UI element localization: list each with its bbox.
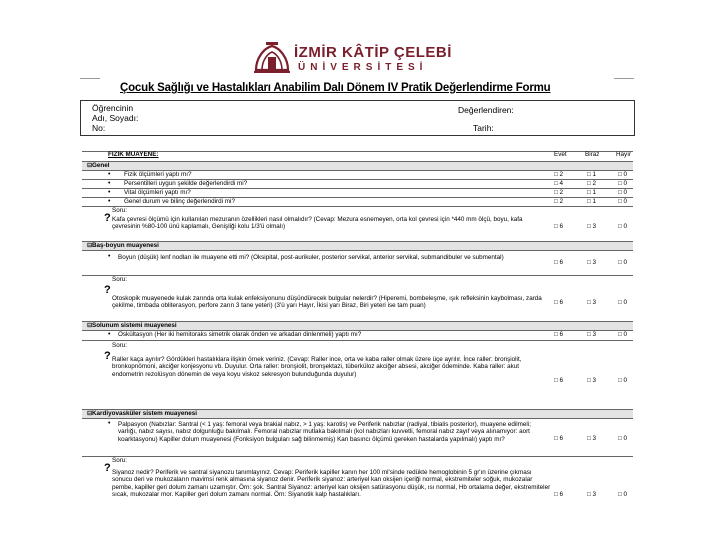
checkbox-partial[interactable]: □ 2	[587, 180, 597, 187]
section-respiratory: ⊟ Solunum sistemi muayenesi	[82, 321, 633, 331]
section-cardiovascular-label: Kardiyovasküler sistem muayenesi	[92, 410, 198, 417]
checkbox-yes[interactable]: □ 2	[554, 198, 564, 205]
section-head-neck: ⊟ Baş-boyun muayenesi	[82, 241, 633, 251]
column-partial: Biraz	[585, 151, 600, 158]
section-general: ⊟ Genel	[82, 161, 633, 171]
checkbox-yes[interactable]: □ 6	[554, 223, 564, 230]
checkbox-no[interactable]: □ 0	[618, 198, 628, 205]
checkbox-no[interactable]: □ 0	[618, 331, 628, 338]
student-label: Öğrencinin	[92, 103, 134, 113]
checkbox-partial[interactable]: □ 1	[587, 189, 597, 196]
checkbox-no[interactable]: □ 0	[618, 223, 628, 230]
checkbox-no[interactable]: □ 0	[618, 435, 628, 442]
evaluation-sheet	[82, 151, 633, 534]
checkbox-partial[interactable]: □ 3	[587, 223, 597, 230]
header-rule-right	[614, 78, 634, 79]
checkbox-yes[interactable]: □ 4	[554, 180, 564, 187]
checkbox-yes[interactable]: □ 2	[554, 171, 564, 178]
checkbox-yes[interactable]: □ 6	[554, 435, 564, 442]
university-emblem-icon	[252, 40, 292, 78]
checkbox-partial[interactable]: □ 3	[587, 331, 597, 338]
university-name-line2: ÜNİVERSİTESİ	[298, 62, 428, 73]
question-mark-icon: ?	[104, 462, 111, 474]
checkbox-no[interactable]: □ 0	[618, 259, 628, 266]
checkbox-no[interactable]: □ 0	[618, 299, 628, 306]
checkbox-partial[interactable]: □ 1	[587, 198, 597, 205]
question-text: Raller kaça ayrılır? Gördükleri hastalıklara ilişkin örnek veriniz. (Cevap: Raller ince, orta ve kaba raller olmak üzere üçe ayrılır. İnce raller: bronşiolit, bronkopnömoni, akciğer konjesyonu vb. Duyulur. Orta raller: bronşiolit, bronşektazi, tüberküloz akciğer absesi, akciğer ödeminde. Kaba raller: akut endometrin rezolüsyon dönemin de veya koyu viskoz sekresyon bulunduğunda duyulur)	[112, 356, 522, 378]
table-row	[82, 331, 633, 340]
bullet-icon: •	[108, 198, 111, 205]
question-label: Soru:	[112, 457, 128, 464]
question-label: Soru:	[112, 342, 128, 349]
checkbox-no[interactable]: □ 0	[618, 171, 628, 178]
checkbox-partial[interactable]: □ 3	[587, 491, 597, 498]
column-no: Hayır	[616, 151, 632, 158]
item-text: Persentilleri uygun şekilde değerlendirdi mi?	[124, 180, 248, 187]
form-title: Çocuk Sağlığı ve Hastalıkları Anabilim Dalı Dönem IV Pratik Değerlendirme Formu	[120, 82, 551, 94]
section-general-label: Genel	[92, 162, 110, 169]
table-row	[82, 189, 633, 197]
header-rule-left	[80, 78, 100, 79]
section-cardiovascular: ⊟ Kardiyovasküler sistem muayenesi	[82, 409, 633, 419]
checkbox-yes[interactable]: □ 6	[554, 491, 564, 498]
checkbox-partial[interactable]: □ 3	[587, 435, 597, 442]
item-text: Vital ölçümleri yaptı mı?	[124, 189, 191, 196]
table-row	[82, 251, 633, 275]
checkbox-partial[interactable]: □ 3	[587, 259, 597, 266]
student-info-box	[80, 100, 635, 136]
table-row	[82, 198, 633, 206]
section-respiratory-label: Solunum sistemi muayenesi	[92, 322, 177, 329]
bullet-icon: •	[108, 420, 111, 427]
checkbox-no[interactable]: □ 0	[618, 180, 628, 187]
name-label: Adı, Soyadı:	[92, 113, 139, 123]
checkbox-yes[interactable]: □ 6	[554, 259, 564, 266]
question-text: Siyanoz nedir? Periferik ve santral siyanozu tanımlayınız. Cevap: Periferik kapiller kanın her 100 ml'sinde redükte hemoglobinin 5 gr'ın üzerine çıkması sonucu deri ve mukozaların mavimsi renk almasına siyanoz denir. Periferik siyanoz: arteriyel kan oksijen içeriği normal, ekstremiteler soğuk, mukozalar pembe, kapiller geri dolum zamanı uzamıştır. Örn: şok. Santral Siyanoz: arteriyel kan oksijen satürasyonu düşük, ısı normal, Hb ortalama değer, ekstremiteler sıcak, mukozalar mor. Kapiller geri dolum zamanı normal. Örn: Siyanotik kalp hastalıkları.	[112, 469, 551, 499]
bullet-icon: •	[108, 180, 111, 187]
university-logo	[252, 40, 502, 80]
checkbox-partial[interactable]: □ 1	[587, 171, 597, 178]
question-mark-icon: ?	[104, 212, 111, 224]
checkbox-no[interactable]: □ 0	[618, 189, 628, 196]
checkbox-partial[interactable]: □ 3	[587, 299, 597, 306]
checkbox-partial[interactable]: □ 3	[587, 377, 597, 384]
question-label: Soru:	[112, 276, 128, 283]
bullet-icon: •	[108, 331, 111, 338]
item-text: Oskültasyon (Her iki hemitoraks simetrik olarak önden ve arkadan dinlenmeli) yaptı mı?	[118, 331, 362, 338]
checkbox-yes[interactable]: □ 2	[554, 189, 564, 196]
university-name-line1: İZMİR KÂTİP ÇELEBİ	[294, 44, 452, 61]
bullet-icon: •	[108, 253, 111, 260]
table-row	[82, 171, 633, 179]
bullet-icon: •	[108, 189, 111, 196]
checkbox-yes[interactable]: □ 6	[554, 377, 564, 384]
table-row	[82, 180, 633, 188]
question-label: Soru:	[112, 207, 128, 214]
item-text: Genel durum ve bilinç değerlendirdi mi?	[124, 198, 235, 205]
checkbox-yes[interactable]: □ 6	[554, 331, 564, 338]
date-label: Tarih:	[473, 123, 494, 133]
evaluator-label: Değerlendiren:	[458, 105, 514, 115]
checkbox-no[interactable]: □ 0	[618, 491, 628, 498]
question-text: Otoskopik muayenede kulak zarında orta kulak enfeksiyonunu düşündürecek bulgular nelerdir? (Hiperemi, bombeleşme, ışık refleksinin kaybolması, zarda çekilme, timbada obliterasyon, perfore zarın 3 tane yeteri) (3'ü yarı Hayır, İkisi yarı Biraz, Biri yeteri ise tam puan)	[112, 295, 542, 310]
no-label: No:	[92, 123, 106, 133]
column-yes: Evet	[554, 151, 567, 158]
table-row	[82, 419, 633, 455]
checkbox-no[interactable]: □ 0	[618, 377, 628, 384]
question-text: Kafa çevresi ölçümü için kullanılan mezuranın özellikleri nasıl olmalıdır? (Cevap: Mezura esnemeyen, orta kol çevresi için *440 mm ölçü, boyu, kafa çevresinin %80-100 ünü kaplamalı, Genişliği kolu 1/3'ü olmalı)	[112, 216, 523, 231]
item-text: Fizik ölçümleri yaptı mı?	[124, 171, 192, 178]
question-mark-icon: ?	[104, 350, 111, 362]
section-head-neck-label: Baş-boyun muayenesi	[92, 242, 159, 249]
exam-heading: FİZİK MUAYENE:	[108, 151, 159, 158]
checkbox-yes[interactable]: □ 6	[554, 299, 564, 306]
item-text: Palpasyon (Nabızlar: Santral (< 1 yaş: femoral veya brakial nabız, > 1 yaş: karotis) ve Periferik nabızlar (radiyal, tibialis posterior), muayene edilmeli; varlığı, nabız sayısı, nabız dolgunluğu bakılmalı. Femoral nabızlar mutlaka bakılmalı (kol nabızları kuvvetli, femoral nabız zayıf veya alınamıyor: aort koarktasyonu) Kapiller dolum muayenesi (Fonksiyon bulguları sağ bilinmemiş) Kan basıncı ölçümü gereken hastalarda yapılmalı) yaptı mı?	[118, 421, 531, 443]
bullet-icon: •	[108, 171, 111, 178]
question-mark-icon: ?	[104, 284, 111, 296]
item-text: Boyun (düşük) lenf nodları ile muayene etti mi? (Oksipital, post-aurikuler, posterior servikal, anterior servikal, submandibuler ve submental)	[118, 254, 504, 261]
